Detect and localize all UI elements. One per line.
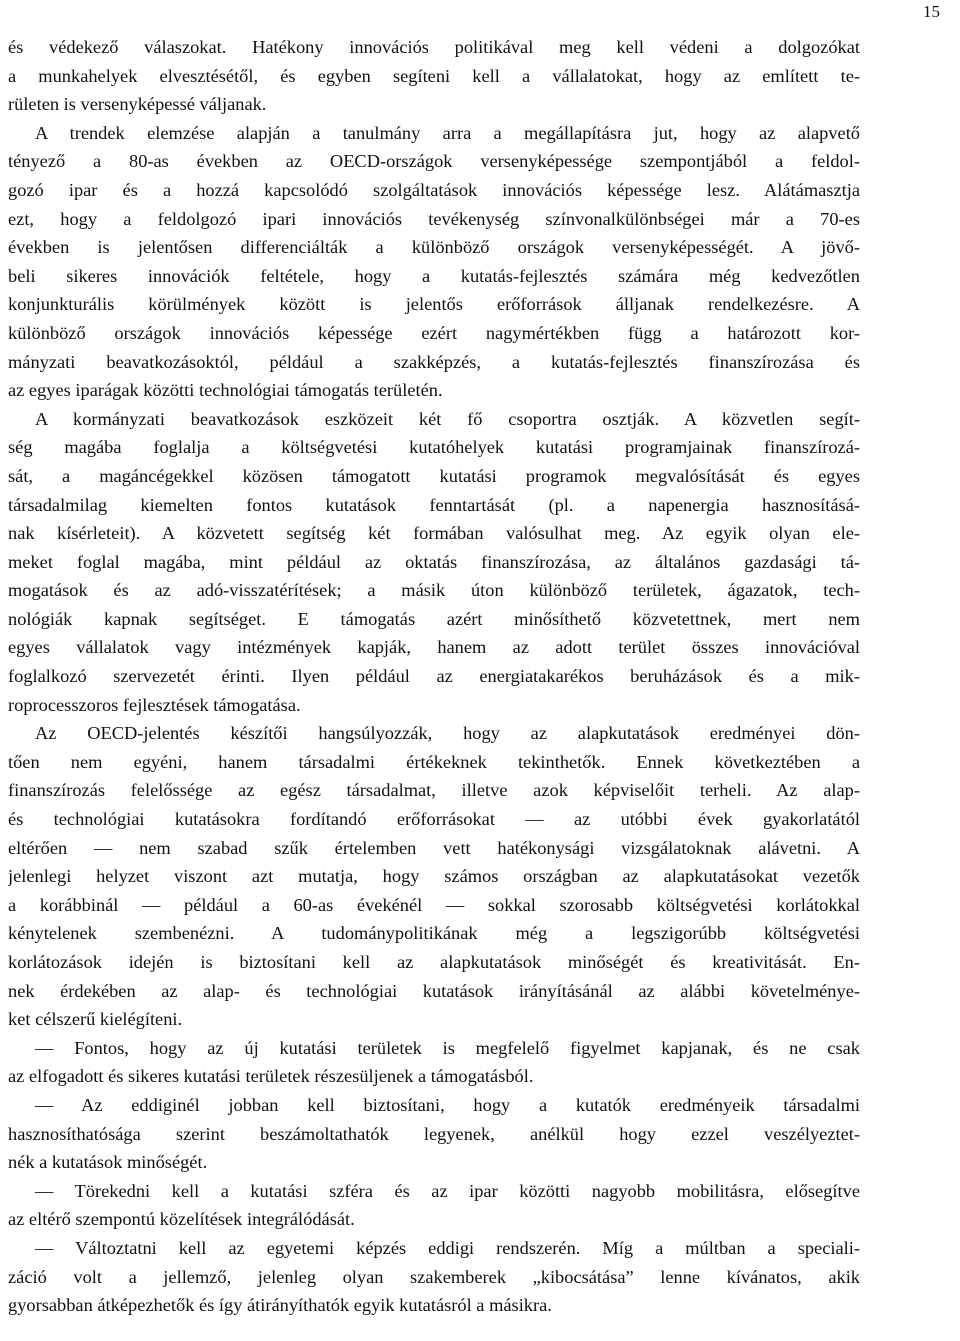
document-page bbox=[8, 0, 952, 1341]
text-line: A kormányzati beavatkozások eszközeit két fő csoportra osztják. A közvetlen segít- bbox=[35, 408, 860, 429]
text-line: konjunkturális körülmények között is jelentős erőforrások álljanak rendelkezésre. A bbox=[8, 294, 860, 315]
text-line: és technológiai kutatásokra fordítandó erőforrásokat — az utóbbi évek gyakorlatától bbox=[8, 809, 860, 830]
text-line: roprocesszoros fejlesztések támogatása. bbox=[8, 694, 301, 715]
text-line: sát, a magáncégekkel közösen támogatott kutatási programok megvalósítását és egyes bbox=[8, 465, 860, 486]
text-line: záció volt a jellemző, jelenleg olyan szakemberek „kibocsátása” lenne kívánatos, akik bbox=[8, 1266, 860, 1287]
text-line: foglalkozó szervezetét érinti. Ilyen például az energiatakarékos beruházások és a mik- bbox=[8, 666, 860, 687]
text-line: — Törekedni kell a kutatási szféra és az ipar közötti nagyobb mobilitásra, elősegítve bbox=[35, 1180, 860, 1201]
text-line: és védekező válaszokat. Hatékony innovációs politikával meg kell védeni a dolgozókat bbox=[8, 37, 860, 57]
text-line: — Változtatni kell az egyetemi képzés eddigi rendszerén. Míg a múltban a speciali- bbox=[35, 1237, 860, 1258]
text-line: tően nem egyéni, hanem társadalmi értékeknek tekinthetők. Ennek következtében a bbox=[8, 751, 860, 772]
text-line: korlátozások idején is biztosítani kell az alapkutatások minőségét és kreativitását. En- bbox=[8, 952, 860, 972]
text-line: nak kísérleteit). A közvetett segítség két formában valósulhat meg. Az egyik olyan ele- bbox=[8, 523, 860, 544]
body-text bbox=[8, 33, 860, 1320]
text-line: ezt, hogy a feldolgozó ipari innovációs tevékenység színvonalkülönbségei már a 70-es bbox=[8, 208, 860, 229]
text-line: különböző országok innovációs képessége ezért nagymértékben függ a határozott kor- bbox=[8, 322, 860, 343]
text-line: tényező a 80-as években az OECD-országok versenyképessége szempontjából a feldol- bbox=[8, 151, 860, 172]
text-line: finanszírozás felelőssége az egész társadalmat, illetve azok képviselőit terheli. Az alap- bbox=[8, 780, 860, 801]
text-line: kénytelenek szembenézni. A tudománypolitikának még a legszigorúbb költségvetési bbox=[8, 923, 860, 944]
text-line: eltérően — nem szabad szűk értelemben vett hatékonysági vizsgálatoknak alávetni. A bbox=[8, 837, 860, 858]
text-line: gyorsabban átképezhetők és így átirányíthatók egyik kutatásról a másikra. bbox=[8, 1295, 552, 1316]
text-line: — Az eddiginél jobban kell biztosítani, hogy a kutatók eredményeik társadalmi bbox=[35, 1094, 860, 1115]
text-line: az elfogadott és sikeres kutatási területek részesüljenek a támogatásból. bbox=[8, 1066, 534, 1087]
text-line: jelenlegi helyzet viszont azt mutatja, hogy számos országban az alapkutatásokat vezetők bbox=[8, 866, 860, 887]
text-line: nek érdekében az alap- és technológiai kutatások irányításánál az alábbi követelménye- bbox=[8, 980, 860, 1001]
text-line: az eltérő szempontú közelítések integrálódását. bbox=[8, 1209, 355, 1230]
text-line: mányzati beavatkozásoktól, például a szakképzés, a kutatás-fejlesztés finanszírozása és bbox=[8, 351, 860, 372]
text-line: az egyes iparágak közötti technológiai támogatás területén. bbox=[8, 380, 443, 401]
text-line: egyes vállalatok vagy intézmények kapják, hanem az adott terület összes innovációval bbox=[8, 637, 860, 658]
text-line: rületen is versenyképessé váljanak. bbox=[8, 94, 267, 115]
text-line: beli sikeres innovációk feltétele, hogy a kutatás-fejlesztés számára még kedvezőtlen bbox=[8, 265, 860, 286]
text-line: ség magába foglalja a költségvetési kutatóhelyek kutatási programjainak finanszírozá- bbox=[8, 437, 860, 458]
text-line: a korábbinál — például a 60-as évekénél — sokkal szorosabb költségvetési korlátokkal bbox=[8, 894, 860, 915]
text-line: nológiák kapnak segítséget. E támogatás azért minősíthető közvetettnek, mert nem bbox=[8, 608, 860, 629]
text-line: gozó ipar és a hozzá kapcsolódó szolgáltatások innovációs képessége lesz. Alátámasztja bbox=[8, 179, 860, 200]
text-line: társadalmilag kiemelten fontos kutatások fenntartását (pl. a napenergia hasznosításá- bbox=[8, 494, 860, 515]
text-line: a munkahelyek elvesztésétől, és egyben segíteni kell a vállalatokat, hogy az említett te- bbox=[8, 65, 860, 86]
text-line: A trendek elemzése alapján a tanulmány arra a megállapításra jut, hogy az alapvető bbox=[35, 122, 860, 143]
text-line: Az OECD-jelentés készítői hangsúlyozzák, hogy az alapkutatások eredményei dön- bbox=[35, 723, 860, 744]
text-line: nék a kutatások minőségét. bbox=[8, 1152, 208, 1173]
text-line: hasznosíthatósága szerint beszámoltathatók legyenek, anélkül hogy ezzel veszélyeztet- bbox=[8, 1123, 860, 1144]
page-number: 15 bbox=[923, 2, 940, 21]
text-line: — Fontos, hogy az új kutatási területek is megfelelő figyelmet kapjanak, és ne csak bbox=[35, 1037, 860, 1058]
text-line: években is jelentősen differenciálták a különböző országok versenyképességét. A jövő- bbox=[8, 237, 860, 258]
text-line: meket foglal magába, mint például az oktatás finanszírozása, az általános gazdasági tá- bbox=[8, 551, 860, 572]
text-line: mogatások és az adó-visszatérítések; a másik úton különböző területek, ágazatok, tech- bbox=[8, 580, 860, 601]
text-line: ket célszerű kielégíteni. bbox=[8, 1009, 183, 1030]
